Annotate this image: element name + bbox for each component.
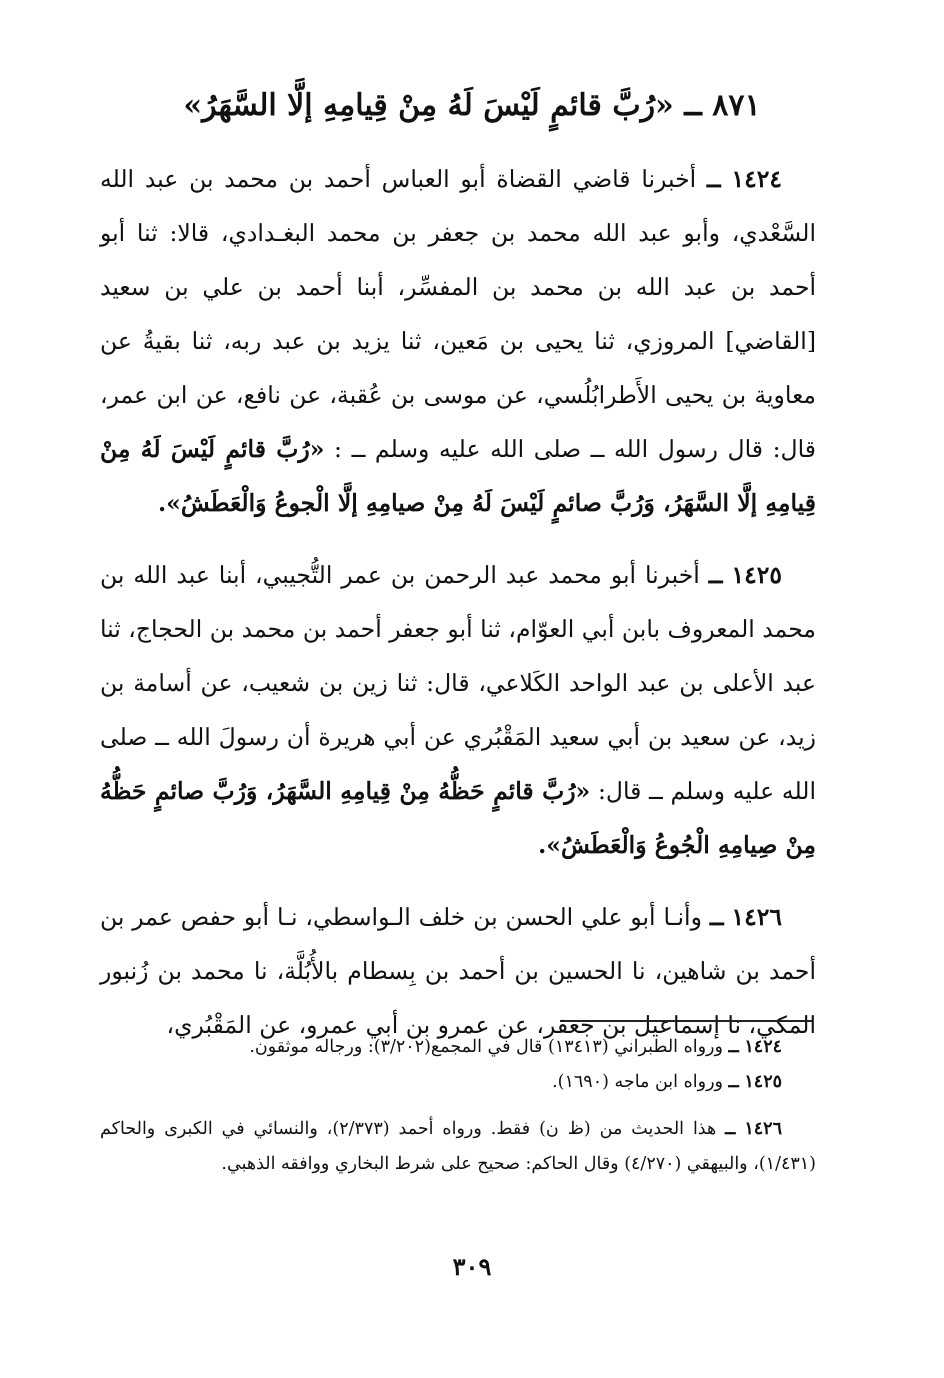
hadith-quote: «رُبَّ قائمٍ لَيْسَ لَهُ مِنْ قِيامِهِ إلَّا السَّهَرُ، وَرُبَّ صائمٍ لَيْسَ لَهُ مِنْ صيامِهِ إلَّا الْجوعُ وَالْعَطَشُ». xyxy=(100,435,816,517)
footnote-text: ورواه ابن ماجه (١٦٩٠). xyxy=(552,1072,723,1092)
page-number: ٣٠٩ xyxy=(452,1252,492,1281)
main-text xyxy=(100,152,816,1070)
hadith-separator: ــ xyxy=(709,903,724,931)
footnote-divider xyxy=(560,1020,812,1022)
hadith-chain: أخبرنا أبو محمد عبد الرحمن بن عمر التُّجيبي، أبنا عبد الله بن محمد المعروف بابن أبي العوّام، ثنا أبو جعفر أحمد بن محمد بن الحجاج، ثنا عبد الأعلى بن عبد الواحد الكَلاعي، قال: ثنا زين بن شعيب، عن أسامة بن زيد، عن سعيد بن أبي سعيد المَقْبُري عن أبي هريرة أن رسولَ الله ــ صلى الله عليه وسلم ــ قال: xyxy=(100,561,816,805)
footnote-separator: ــ xyxy=(728,1072,739,1092)
hadith-separator: ــ xyxy=(708,561,723,589)
hadith-separator: ــ xyxy=(706,165,721,193)
hadith-quote: «رُبَّ قائمٍ حَظُّهُ مِنْ قِيامِهِ السَّهَرُ، وَرُبَّ صائمٍ حَظُّهُ مِنْ صِيامِهِ الْجُوعُ وَالْعَطَشُ». xyxy=(100,777,816,859)
footnote-separator: ــ xyxy=(728,1037,739,1057)
footnote-separator: ــ xyxy=(725,1119,736,1139)
footnote-text: ورواه الطبراني (١٣٤١٣) قال في المجمع(٣/٢٠٢): ورجاله موثقون. xyxy=(249,1037,723,1057)
hadith-1426 xyxy=(100,890,816,1052)
chapter-number: ٨٧١ xyxy=(712,88,761,123)
hadith-number: ١٤٢٤ xyxy=(731,165,782,193)
hadith-1425 xyxy=(100,548,816,872)
footnotes xyxy=(100,1030,816,1182)
footnote-1426 xyxy=(100,1112,816,1182)
chapter-heading xyxy=(120,84,824,128)
footnote-1424 xyxy=(100,1030,816,1065)
footnote-number: ١٤٢٦ xyxy=(744,1119,782,1139)
footnote-text: هذا الحديث من (ظ ن) فقط. ورواه أحمد (٢/٣٧٣)، والنسائي في الكبرى والحاكم (١/٤٣١)، والبيهقي (٤/٢٧٠) وقال الحاكم: صحيح على شرط البخاري ووافقه الذهبي. xyxy=(100,1119,816,1174)
hadith-number: ١٤٢٦ xyxy=(731,903,782,931)
footnote-number: ١٤٢٥ xyxy=(744,1072,782,1092)
hadith-number: ١٤٢٥ xyxy=(731,561,782,589)
footnote-1425 xyxy=(100,1065,816,1100)
footnote-number: ١٤٢٤ xyxy=(744,1037,782,1057)
hadith-1424 xyxy=(100,152,816,530)
hadith-chain: وأنـا أبو علي الحسن بن خلف الـواسطي، نـا أبو حفص عمر بن أحمد بن شاهين، نا الحسين بن أحمد بن بِسطام بالأُبُلَّة، نا محمد بن زُنبور المكي، نا إسماعيل بن جعفر، عن عمرو بن أبي عمرو، عن المَقْبُري، xyxy=(100,903,816,1039)
chapter-title-text: «رُبَّ قائمٍ لَيْسَ لَهُ مِنْ قِيامِهِ إلَّا السَّهَرُ» xyxy=(183,88,674,123)
hadith-chain: أخبرنا قاضي القضاة أبو العباس أحمد بن محمد بن عبد الله السَّعْدي، وأبو عبد الله محمد بن جعفر بن محمد البغـدادي، قالا: ثنا أبو أحمد بن عبد الله بن محمد بن المفسِّر، أبنا أحمد بن علي بن سعيد [القاضي] المروزي، ثنا يحيى بن مَعين، ثنا يزيد بن عبد ربه، ثنا بقيةُ عن معاوية بن يحيى الأَطرابُلُسي، عن موسى بن عُقبة، عن نافع، عن ابن عمر، قال: قال رسول الله ــ صلى الله عليه وسلم ــ : xyxy=(100,165,817,463)
chapter-separator: ــ xyxy=(684,88,702,123)
